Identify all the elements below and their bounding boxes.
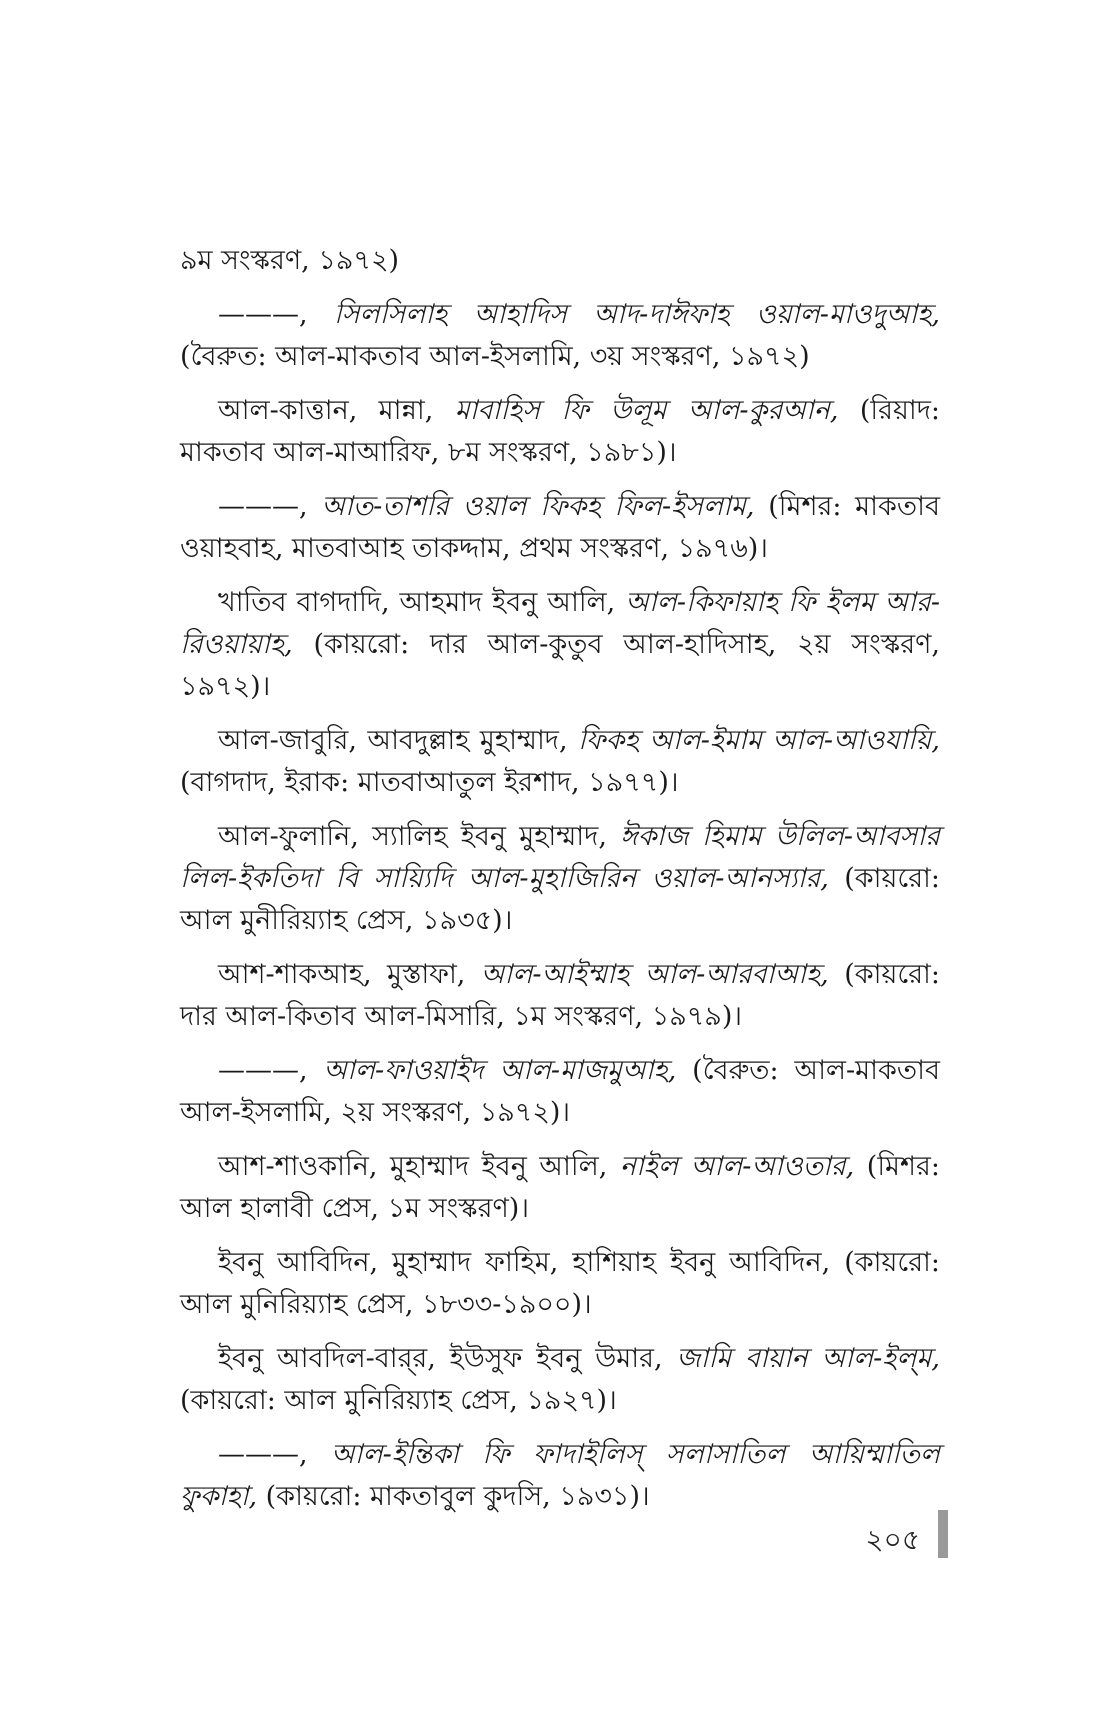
- entry-title: ফিকহ আল-ইমাম আল-আওযায়ি,: [578, 725, 940, 756]
- entry-author: আল-জাবুরি, আবদুল্লাহ মুহাম্মাদ,: [218, 725, 579, 756]
- entry-author: ———,: [218, 1055, 324, 1086]
- entry-publication: (কায়রো: দার আল-কিতাব আল-মিসারি, ১ম সংস্করণ, ১৯৭৯)।: [180, 959, 940, 1032]
- entry-title: আল-ইন্তিকা ফি ফাদাইলিস্ সলাসাতিল আয়িম্মাতিল ফুকাহা,: [180, 1439, 940, 1512]
- entry-publication: (বৈরুত: আল-মাকতাব আল-ইসলামি, ২য় সংস্করণ, ১৯৭২)।: [180, 1055, 941, 1128]
- entry-title: জামি বায়ান আল-ইল্‌ম,: [676, 1343, 940, 1374]
- entry-author: আশ-শাকআহ, মুস্তাফা,: [218, 959, 481, 990]
- bibliography-entry: [180, 1050, 940, 1134]
- entry-title: আল-ফাওয়াইদ আল-মাজমুআহ,: [323, 1055, 677, 1086]
- bibliography-entry: [180, 1338, 940, 1422]
- entry-title: নাইল আল-আওতার,: [619, 1151, 855, 1182]
- entry-publication: (কায়রো: আল মুনীরিয়্যাহ প্রেস, ১৯৩৫)।: [180, 863, 940, 936]
- entry-publication: (কায়রো: আল মুনিরিয়্যাহ প্রেস, ১৯২৭)।: [180, 1385, 617, 1416]
- entry-title: সিলসিলাহ আহাদিস আদ-দাঈফাহ ওয়াল-মাওদুআহ,: [333, 299, 940, 330]
- entry-author: ———,: [218, 1439, 332, 1470]
- bibliography-entry: [180, 1242, 940, 1326]
- entry-publication: (মিশর: আল হালাবী প্রেস, ১ম সংস্করণ)।: [180, 1151, 940, 1224]
- page-edge-marker: [938, 1510, 948, 1558]
- entry-author: ———,: [218, 299, 334, 330]
- entry-author: আশ-শাওকানি, মুহাম্মাদ ইবনু আলি,: [218, 1151, 620, 1182]
- entry-publication: (বাগদাদ, ইরাক: মাতবাআতুল ইরশাদ, ১৯৭৭)।: [180, 767, 679, 798]
- entry-title: আল-কিফায়াহ ফি ইলম আর-রিওয়ায়াহ,: [180, 587, 940, 660]
- bibliography-entry: [180, 1146, 940, 1230]
- entry-text: ইবনু আবিদিন, মুহাম্মাদ ফাহিম, হাশিয়াহ ইবনু আবিদিন, (কায়রো: আল মুনিরিয়্যাহ প্রেস, ১৮৩৩-১৯০০)।: [180, 1247, 940, 1320]
- bibliography-entry: [180, 582, 940, 708]
- bibliography-entry: [180, 390, 940, 474]
- bibliography-entry: [180, 816, 940, 942]
- entry-author: ইবনু আবদিল-বার্‌র, ইউসুফ ইবনু উমার,: [218, 1343, 677, 1374]
- entry-publication: (বৈরুত: আল-মাকতাব আল-ইসলামি, ৩য় সংস্করণ, ১৯৭২): [180, 341, 810, 372]
- bibliography-entry: [180, 486, 940, 570]
- entry-author: আল-ফুলানি, স্যালিহ ইবনু মুহাম্মাদ,: [218, 821, 621, 852]
- entry-title: মাবাহিস ফি উলূম আল-কুরআন,: [454, 395, 839, 426]
- entry-author: খাতিব বাগদাদি, আহমাদ ইবনু আলি,: [218, 587, 626, 618]
- bibliography-entry: [180, 1434, 940, 1518]
- entry-title: আল-আইম্মাহ আল-আরবাআহ,: [480, 959, 829, 990]
- entry-title: আত-তাশরি ওয়াল ফিকহ ফিল-ইসলাম,: [321, 491, 755, 522]
- page-number: ২০৫: [865, 1523, 920, 1556]
- bibliography-page: [180, 240, 940, 1530]
- entry-publication: (মিশর: মাকতাব ওয়াহবাহ, মাতবাআহ তাকদ্দাম, প্রথম সংস্করণ, ১৯৭৬)।: [180, 491, 940, 564]
- entry-title: ঈকাজ হিমাম উলিল-আবসার লিল-ইকতিদা বি সায়্যিদি আল-মুহাজিরিন ওয়াল-আনস্যার,: [180, 821, 941, 894]
- bibliography-entry: [180, 720, 940, 804]
- entry-publication: (রিয়াদ: মাকতাব আল-মাআরিফ, ৮ম সংস্করণ, ১৯৮১)।: [180, 395, 940, 468]
- entry-publication: (কায়রো: মাকতাবুল কুদসি, ১৯৩১)।: [257, 1481, 650, 1512]
- bibliography-entry: [180, 954, 940, 1038]
- entry-author: আল-কাত্তান, মান্না,: [218, 395, 455, 426]
- entry-publication: (কায়রো: দার আল-কুতুব আল-হাদিসাহ, ২য় সংস্করণ, ১৯৭২)।: [180, 629, 940, 702]
- bibliography-entry: [180, 294, 940, 378]
- entry-author: ———,: [218, 491, 322, 522]
- bibliography-entry: [180, 240, 940, 282]
- entry-text: ৯ম সংস্করণ, ১৯৭২): [180, 245, 400, 276]
